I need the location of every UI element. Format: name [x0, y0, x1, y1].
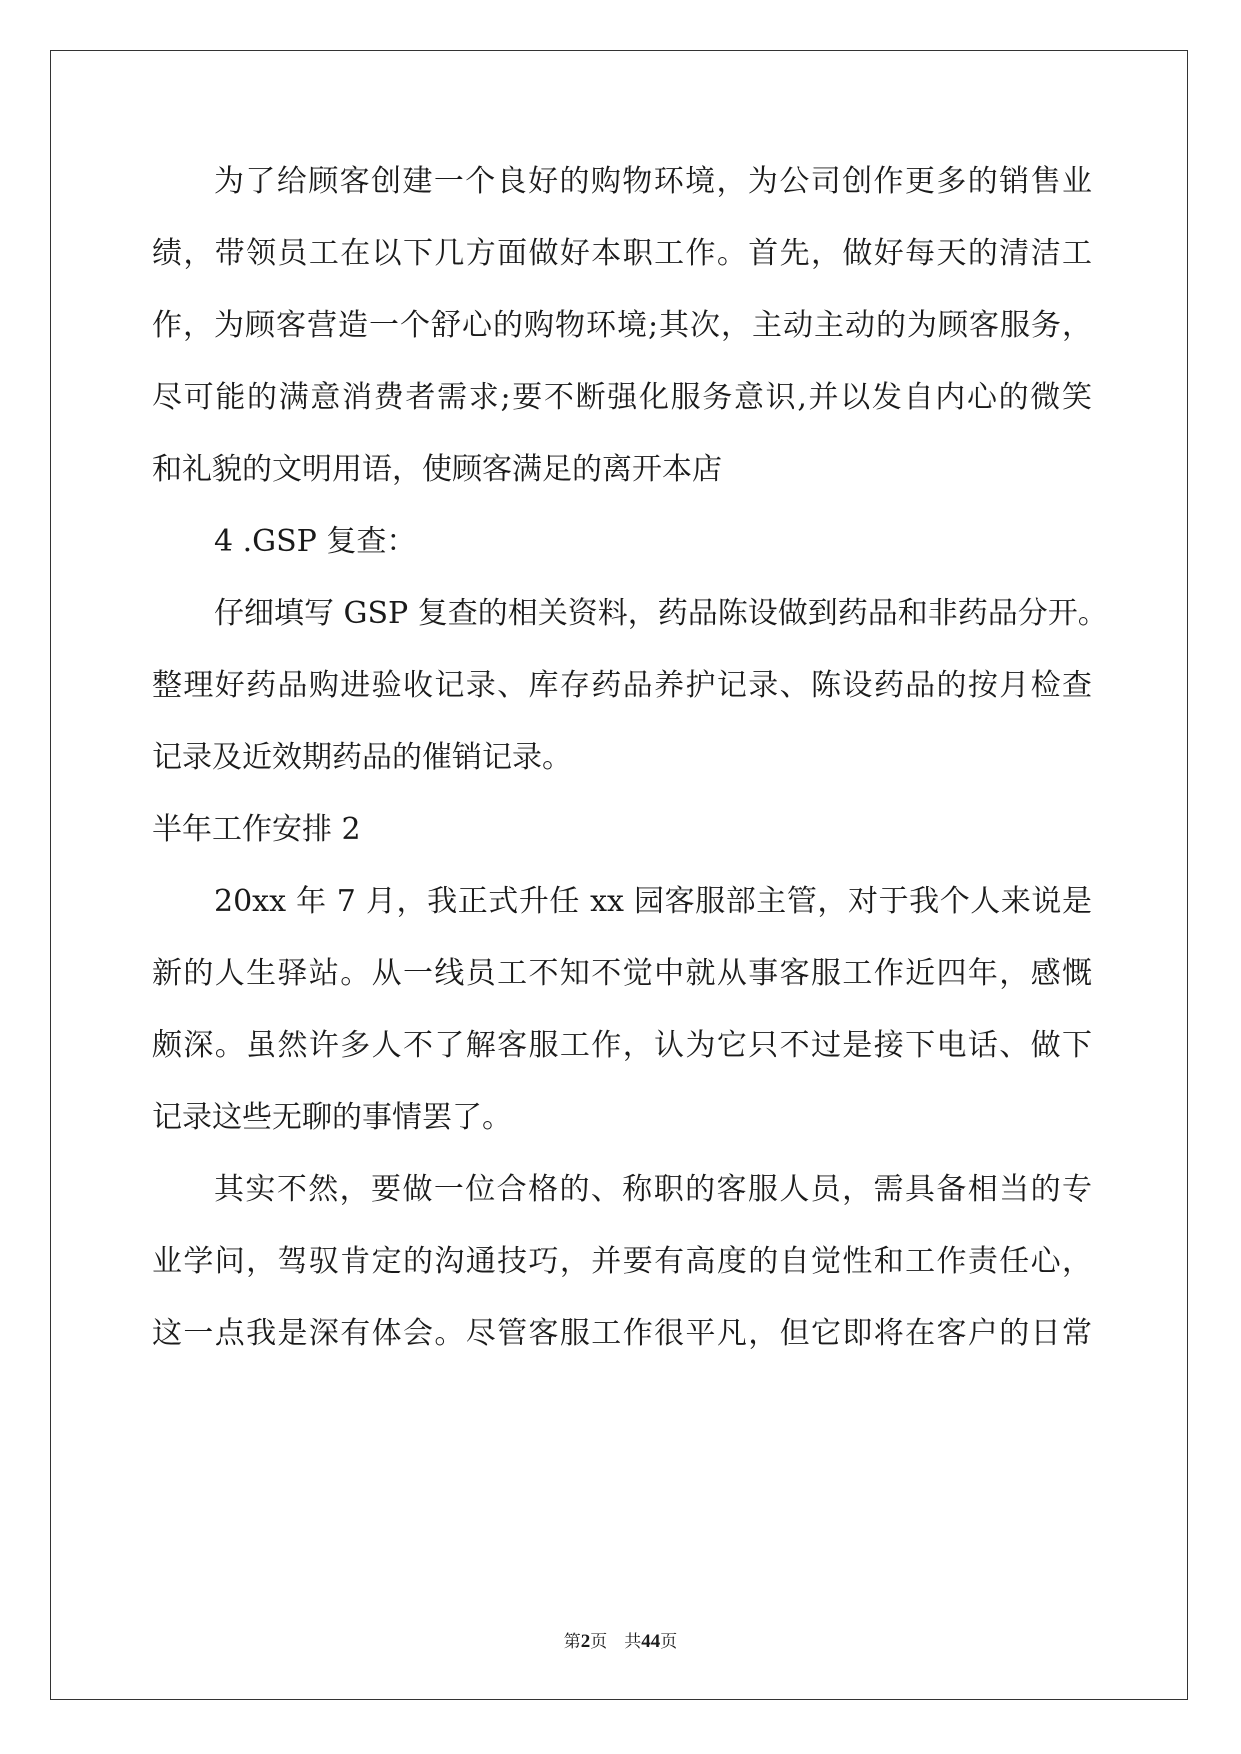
page-border	[50, 50, 1188, 1700]
paragraph-1-line-3: 作，为顾客营造一个舒心的购物环境;其次，主动主动的为顾客服务，	[152, 308, 1092, 343]
paragraph-2-line-3: 记录及近效期药品的催销记录。	[152, 740, 572, 775]
footer-total-pages: 44	[641, 1631, 661, 1652]
footer-mid: 页 共	[590, 1632, 642, 1652]
gsp-heading: 4 .GSP 复查：	[214, 524, 417, 559]
paragraph-1-line-1: 为了给顾客创建一个良好的购物环境，为公司创作更多的销售业	[214, 164, 1092, 199]
paragraph-3-line-1: 20xx 年 7 月，我正式升任 xx 园客服部主管，对于我个人来说是	[214, 884, 1092, 919]
paragraph-4-line-3: 这一点我是深有体会。尽管客服工作很平凡，但它即将在客户的日常	[152, 1316, 1092, 1351]
paragraph-4-line-1: 其实不然，要做一位合格的、称职的客服人员，需具备相当的专	[214, 1172, 1092, 1207]
page-footer	[0, 1627, 1241, 1653]
footer-suffix: 页	[660, 1632, 678, 1652]
paragraph-1-line-4: 尽可能的满意消费者需求;要不断强化服务意识,并以发自内心的微笑	[152, 380, 1092, 415]
paragraph-1-line-2: 绩，带领员工在以下几方面做好本职工作。首先，做好每天的清洁工	[152, 236, 1092, 271]
paragraph-3-line-2: 新的人生驿站。从一线员工不知不觉中就从事客服工作近四年，感慨	[152, 956, 1092, 991]
paragraph-2-line-1: 仔细填写 GSP 复查的相关资料，药品陈设做到药品和非药品分开。	[214, 596, 1108, 631]
footer-current-page: 2	[580, 1631, 591, 1652]
paragraph-1-line-5: 和礼貌的文明用语，使顾客满足的离开本店	[152, 452, 722, 487]
footer-prefix: 第	[563, 1632, 581, 1652]
paragraph-4-line-2: 业学问，驾驭肯定的沟通技巧，并要有高度的自觉性和工作责任心，	[152, 1244, 1092, 1279]
section-title: 半年工作安排 2	[152, 812, 361, 847]
paragraph-2-line-2: 整理好药品购进验收记录、库存药品养护记录、陈设药品的按月检查	[152, 668, 1092, 703]
paragraph-3-line-4: 记录这些无聊的事情罢了。	[152, 1100, 512, 1135]
paragraph-3-line-3: 颇深。虽然许多人不了解客服工作，认为它只不过是接下电话、做下	[152, 1028, 1092, 1063]
